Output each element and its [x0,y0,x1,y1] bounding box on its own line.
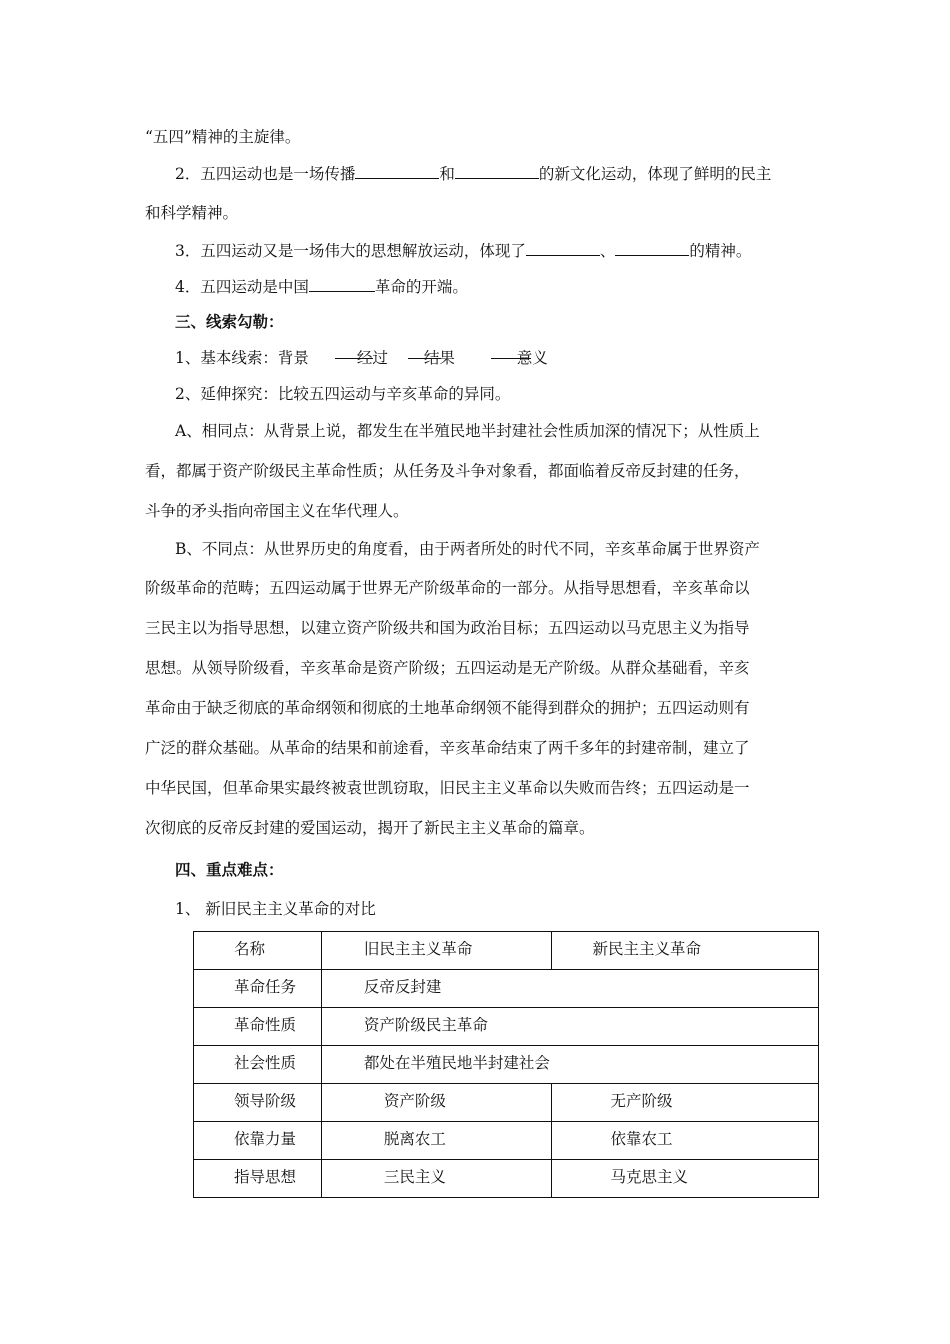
q4-text-b: 革命的开端。 [374,278,468,296]
section-3-title: 三、线索勾勒： [175,312,284,331]
intro-line [145,127,815,147]
difference-para-line [145,618,815,638]
difference-para-line [145,738,815,758]
difference-text: 阶级革命的范畴；五四运动属于世界无产阶级革命的一部分。从指导思想看，辛亥革命以 [145,579,750,597]
difference-para-line [175,539,815,559]
similarity-text: A、相同点：从背景上说，都发生在半殖民地半封建社会性质加深的情况下；从性质上 [175,422,760,440]
q3-text-c: 的精神。 [689,242,752,260]
table-row [194,1008,819,1046]
q3-blank-1[interactable] [526,240,600,256]
table-cell [194,1160,322,1198]
table-row [194,1122,819,1160]
table-cell [194,970,322,1008]
row-label: 依靠力量 [234,1130,297,1148]
row-label: 革命性质 [234,1016,297,1034]
similarity-para-line [175,421,815,441]
table-cell [552,1084,819,1122]
q2-blank-2[interactable] [455,163,539,179]
difference-para-line [145,698,815,718]
table-cell [552,1160,819,1198]
explore-line [175,384,815,404]
row-value: 反帝反封建 [363,978,442,996]
question-3 [175,240,815,261]
row-new-value: 依靠农工 [610,1130,673,1148]
similarity-text: 斗争的矛头指向帝国主义在华代理人。 [145,502,409,520]
question-4 [175,276,815,297]
header-old: 旧民主主义革命 [363,940,473,958]
q4-text-a: 4．五四运动是中国 [175,278,309,296]
table-row [194,1084,819,1122]
difference-text: 革命由于缺乏彻底的革命纲领和彻底的土地革命纲领不能得到群众的拥护；五四运动则有 [145,699,750,717]
table-cell [321,970,818,1008]
table-row [194,970,819,1008]
table-cell [194,1084,322,1122]
difference-para-line [145,818,815,838]
header-new: 新民主主义革命 [592,940,701,958]
row-label: 社会性质 [234,1054,297,1072]
similarity-text: 看，都属于资产阶级民主革命性质；从任务及斗争对象看，都面临着反帝反封建的任务， [145,462,750,480]
table-cell [194,1122,322,1160]
item-1-text: 1、 新旧民主主义革命的对比 [175,900,376,918]
q2-text-a: 2．五四运动也是一场传播 [175,165,356,183]
row-new-value: 无产阶级 [610,1092,673,1110]
q2-text-d: 和科学精神。 [145,204,239,222]
difference-para-line [145,658,815,678]
question-2 [175,163,815,184]
difference-text: 中华民国，但革命果实最终被袁世凯窃取，旧民主主义革命以失败而告终；五四运动是一 [145,779,750,797]
row-label: 指导思想 [234,1168,297,1186]
section-3-heading [175,312,815,332]
similarity-para-line [145,501,815,521]
q2-text-b: 和 [439,165,455,183]
q3-blank-2[interactable] [615,240,689,256]
section-4-heading [175,860,815,880]
difference-text: B、不同点：从世界历史的角度看，由于两者所处的时代不同，辛亥革命属于世界资产 [175,540,760,558]
table-header-row [194,932,819,970]
row-new-value: 马克思主义 [610,1168,688,1186]
difference-text: 思想。从领导阶级看，辛亥革命是资产阶级；五四运动是无产阶级。从群众基础看，辛亥 [145,659,750,677]
explore-text: 2、延伸探究：比较五四运动与辛亥革命的异同。 [175,385,511,403]
difference-text: 次彻底的反帝反封建的爱国运动，揭开了新民主主义革命的篇章。 [145,819,595,837]
table-cell [552,1122,819,1160]
clue-item-3: 意义 [493,348,548,368]
item-1-line [175,899,815,919]
row-value: 都处在半殖民地半封建社会 [363,1054,550,1072]
table-cell [194,1046,322,1084]
row-old-value: 三民主义 [383,1168,446,1186]
clue-item-2: 结果 [410,348,455,368]
section-4-title: 四、重点难点： [175,860,284,879]
q3-text-b: 、 [599,242,616,260]
q2-text-c: 的新文化运动，体现了鲜明的民主 [538,165,772,183]
clue-line [175,348,815,368]
table-row [194,1046,819,1084]
table-cell [321,932,552,970]
table-cell [321,1008,818,1046]
table-cell [321,1046,818,1084]
difference-para-line [145,778,815,798]
question-2-cont [145,203,815,223]
q2-blank-1[interactable] [355,163,439,179]
q4-blank[interactable] [309,276,375,292]
table-row [194,1160,819,1198]
row-label: 领导阶级 [234,1092,297,1110]
table-cell [194,1008,322,1046]
header-name: 名称 [234,940,266,958]
similarity-para-line [145,461,815,481]
difference-para-line [145,578,815,598]
q3-text-a: 3．五四运动又是一场伟大的思想解放运动，体现了 [175,242,526,260]
table-cell [321,1084,552,1122]
row-old-value: 脱离农工 [383,1130,446,1148]
row-value: 资产阶级民主革命 [363,1016,488,1034]
row-label: 革命任务 [234,978,297,996]
clue-item-1: 经过 [337,348,388,368]
table-cell [194,932,322,970]
comparison-table [193,931,819,1198]
table-cell [552,932,819,970]
table-cell [321,1122,552,1160]
difference-text: 三民主以为指导思想，以建立资产阶级共和国为政治目标；五四运动以马克思主义为指导 [145,619,750,637]
intro-text: “五四”精神的主旋律。 [145,128,301,146]
table-cell [321,1160,552,1198]
difference-text: 广泛的群众基础。从革命的结果和前途看，辛亥革命结束了两千多年的封建帝制，建立了 [145,739,750,757]
row-old-value: 资产阶级 [383,1092,446,1110]
clue-label: 1、基本线索：背景 [175,349,309,367]
